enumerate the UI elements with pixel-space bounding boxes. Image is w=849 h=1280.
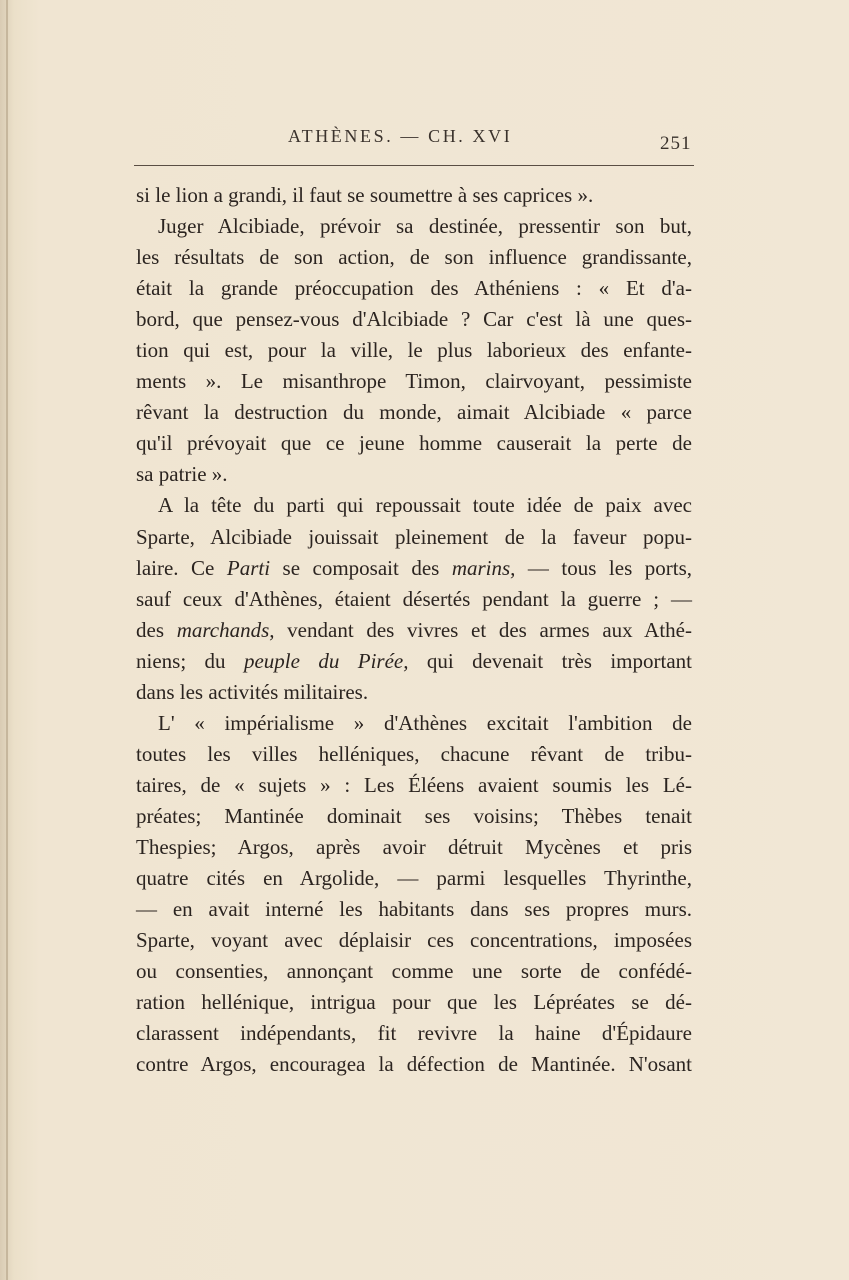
text-line: Juger Alcibiade, prévoir sa destinée, pressentir son but, [158, 214, 692, 239]
body-text [136, 180, 692, 1080]
text-line: Sparte, Alcibiade jouissait pleinement de la faveur popu- [136, 524, 692, 549]
binding-gutter [6, 0, 8, 1280]
text-line: A la tête du parti qui repoussait toute idée de paix avec [158, 493, 692, 518]
text-line: Sparte, voyant avec déplaisir ces concentrations, imposées [136, 928, 692, 953]
text-line: bord, que pensez-vous d'Alcibiade ? Car c'est là une ques- [136, 307, 692, 332]
text-line: toutes les villes helléniques, chacune rêvant de tribu- [136, 741, 692, 766]
text-line: préates; Mantinée dominait ses voisins; Thèbes tenait [136, 803, 692, 828]
text-line: qu'il prévoyait que ce jeune homme causerait la perte de [136, 431, 692, 456]
header-rule [134, 165, 694, 166]
text-line: sa patrie ». [136, 462, 228, 487]
italic-term: peuple du Pirée, [243, 648, 409, 673]
running-head: ATHÈNES. — CH. XVI [288, 126, 513, 146]
italic-term: Parti [226, 555, 271, 580]
text-line-mixed [136, 615, 692, 646]
text-line: — en avait interné les habitants dans ses propres murs. [136, 897, 692, 922]
italic-term: marchands, [176, 617, 275, 642]
text-line: sauf ceux d'Athènes, étaient désertés pendant la guerre ; — [136, 586, 692, 611]
text-run: qui devenait très important [408, 648, 692, 673]
text-line: était la grande préoccupation des Athéniens : « Et d'a- [136, 276, 692, 301]
text-run: des [136, 617, 177, 642]
text-line: dans les activités militaires. [136, 679, 369, 704]
text-line: les résultats de son action, de son influence grandissante, [136, 245, 692, 270]
page-number: 251 [660, 133, 692, 154]
text-run: laire. Ce [136, 555, 227, 580]
text-line: contre Argos, encouragea la défection de Mantinée. N'osant [136, 1052, 692, 1077]
text-run: vendant des vivres et des armes aux Athé- [274, 617, 693, 642]
text-line: rêvant la destruction du monde, aimait Alcibiade « parce [136, 400, 692, 425]
text-line: Thespies; Argos, après avoir détruit Mycènes et pris [136, 834, 692, 859]
text-line: quatre cités en Argolide, — parmi lesquelles Thyrinthe, [136, 866, 692, 891]
text-line-mixed [136, 646, 692, 677]
text-run: — tous les ports, [515, 555, 692, 580]
text-line: ments ». Le misanthrope Timon, clairvoyant, pessimiste [136, 369, 692, 394]
text-run: se composait des [270, 555, 452, 580]
text-line-mixed [136, 553, 692, 584]
italic-term: marins, [451, 555, 516, 580]
text-line: clarassent indépendants, fit revivre la haine d'Épidaure [136, 1021, 692, 1046]
text-line: taires, de « sujets » : Les Éléens avaient soumis les Lé- [136, 772, 692, 797]
text-line: ou consenties, annonçant comme une sorte de confédé- [136, 959, 692, 984]
text-line: ration hellénique, intrigua pour que les Lépréates se dé- [136, 990, 692, 1015]
text-line: tion qui est, pour la ville, le plus laborieux des enfante- [136, 338, 692, 363]
text-line: si le lion a grandi, il faut se soumettre à ses caprices ». [136, 183, 594, 207]
text-line: L' « impérialisme » d'Athènes excitait l'ambition de [158, 710, 692, 735]
text-run: niens; du [136, 648, 244, 673]
